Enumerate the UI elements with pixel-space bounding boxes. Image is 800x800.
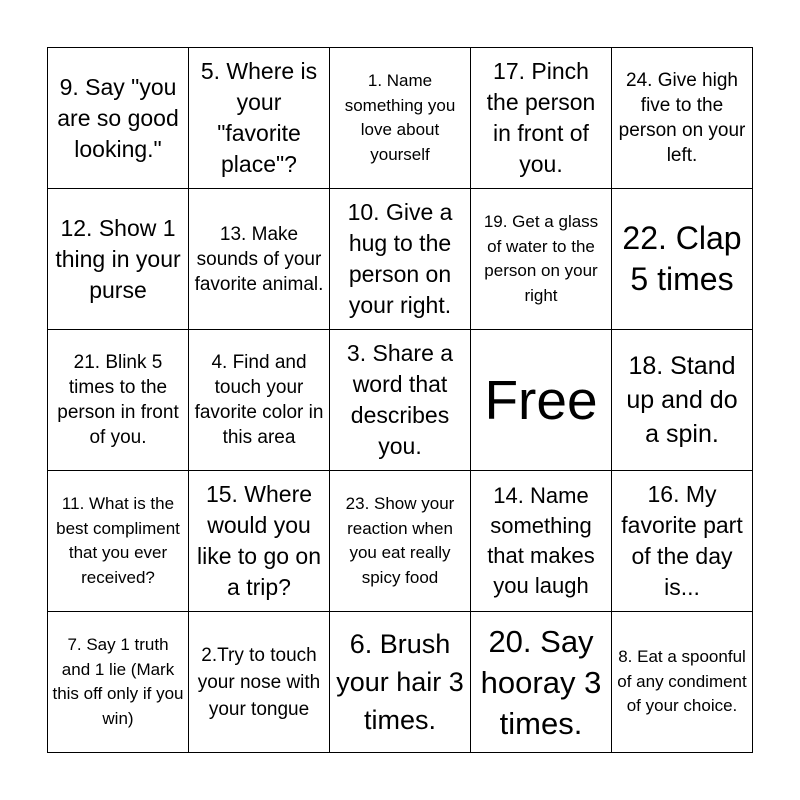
bingo-cell[interactable]: [330, 189, 471, 330]
bingo-cell[interactable]: [612, 189, 753, 330]
bingo-board: [47, 47, 753, 753]
bingo-cell[interactable]: [471, 189, 612, 330]
bingo-cell[interactable]: [471, 48, 612, 189]
cell-text: 16. My favorite part of the day is...: [621, 481, 743, 600]
cell-text: 3. Share a word that describes you.: [346, 340, 454, 459]
cell-text: 5. Where is your "favorite place"?: [200, 58, 318, 177]
bingo-cell[interactable]: [330, 330, 471, 471]
cell-text: 15. Where would you like to go on a trip?: [196, 481, 322, 600]
bingo-cell[interactable]: [471, 471, 612, 612]
cell-text: 23. Show your reaction when you eat really spicy food: [345, 494, 455, 587]
free-text: Free: [484, 369, 598, 431]
bingo-cell[interactable]: [612, 612, 753, 753]
cell-text: 18. Stand up and do a spin.: [626, 352, 738, 448]
cell-text: 14. Name something that makes you laugh: [487, 483, 595, 598]
cell-text: 13. Make sounds of your favorite animal.: [194, 223, 324, 295]
cell-text: 21. Blink 5 times to the person in front of you.: [57, 352, 179, 448]
bingo-cell[interactable]: [189, 612, 330, 753]
free-cell[interactable]: [471, 330, 612, 471]
bingo-cell[interactable]: [48, 612, 189, 753]
cell-text: 9. Say "you are so good looking.": [57, 73, 179, 162]
bingo-cell[interactable]: [48, 471, 189, 612]
bingo-cell[interactable]: [48, 330, 189, 471]
bingo-cell[interactable]: [612, 330, 753, 471]
cell-text: 10. Give a hug to the person on your right.: [347, 199, 453, 318]
bingo-cell[interactable]: [612, 471, 753, 612]
cell-text: 12. Show 1 thing in your purse: [55, 214, 181, 303]
cell-text: 19. Get a glass of water to the person on your right: [483, 212, 599, 305]
cell-text: 6. Brush your hair 3 times.: [336, 629, 464, 735]
cell-text: 11. What is the best compliment that you ever received?: [56, 494, 180, 587]
bingo-cell[interactable]: [330, 612, 471, 753]
bingo-cell[interactable]: [48, 189, 189, 330]
cell-text: 2.Try to touch your nose with your tongue: [197, 644, 321, 720]
cell-text: 8. Eat a spoonful of any condiment of your choice.: [617, 647, 747, 716]
bingo-cell[interactable]: [471, 612, 612, 753]
bingo-cell[interactable]: [189, 330, 330, 471]
cell-text: 22. Clap 5 times: [622, 220, 742, 297]
cell-text: 24. Give high five to the person on your left.: [618, 70, 746, 166]
bingo-cell[interactable]: [330, 48, 471, 189]
bingo-cell[interactable]: [189, 471, 330, 612]
cell-text: 17. Pinch the person in front of you.: [486, 58, 596, 177]
cell-text: 4. Find and touch your favorite color in this area: [194, 352, 324, 448]
bingo-cell[interactable]: [612, 48, 753, 189]
cell-text: 7. Say 1 truth and 1 lie (Mark this off only if you win): [52, 635, 184, 728]
cell-text: 20. Say hooray 3 times.: [480, 623, 602, 741]
bingo-cell[interactable]: [189, 48, 330, 189]
cell-text: 1. Name something you love about yourself: [344, 71, 456, 164]
bingo-cell[interactable]: [330, 471, 471, 612]
bingo-cell[interactable]: [48, 48, 189, 189]
bingo-cell[interactable]: [189, 189, 330, 330]
